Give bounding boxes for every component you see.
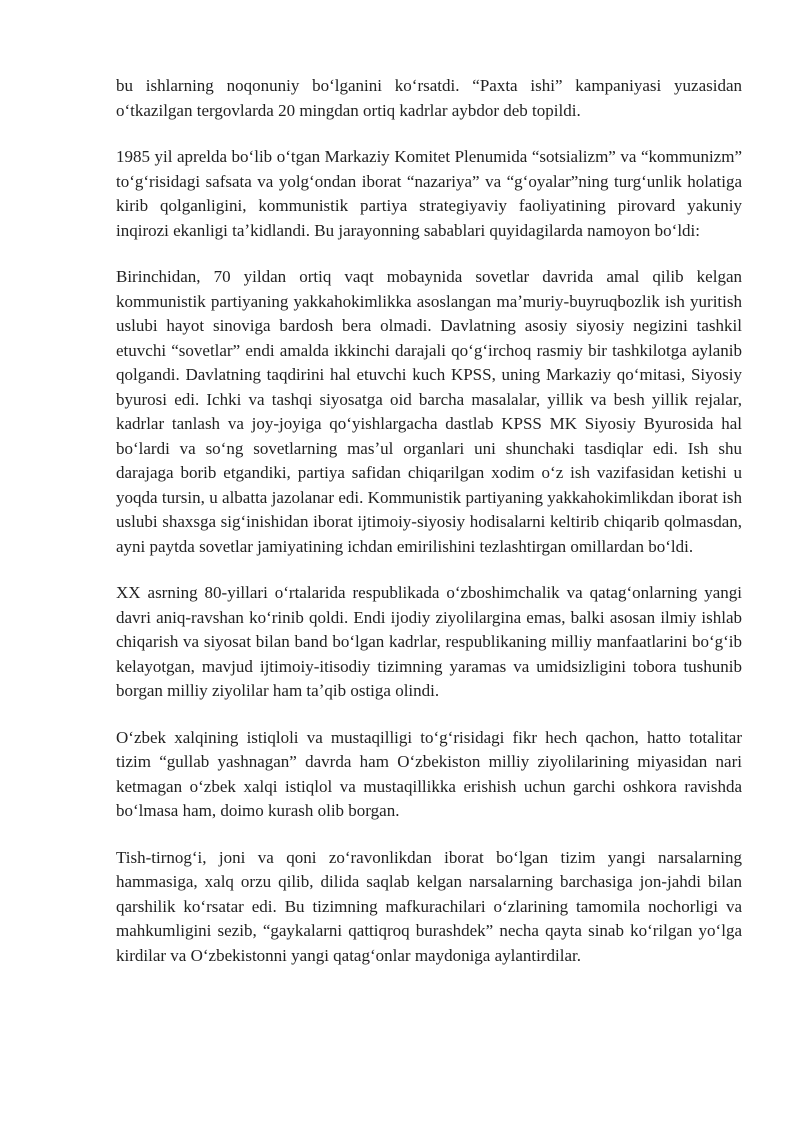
paragraph-3: Birinchidan, 70 yildan ortiq vaqt mobaynida sovetlar davrida amal qilib kelgan kommunistik partiyaning yakkahokimlikka asoslangan maʼmuriy-buyruqbozlik ish yuritish uslubi hayot sinoviga bardosh bera olmadi. Davlatning asosiy siyosiy negizini tashkil etuvchi “sovetlar” endi amalda ikkinchi darajali qoʻgʻirchoq rasmiy bir tashkilotga aylanib qolgandi. Davlatning taqdirini hal etuvchi kuch KPSS, uning Markaziy qoʻmitasi, Siyosiy byurosi edi. Ichki va tashqi siyosatga oid barcha masalalar, yillik va besh yillik rejalar, kadrlar tanlash va joy-joyiga qoʻyishlargacha dastlab KPSS MK Siyosiy Byurosida hal boʻlardi va soʻng sovetlarning masʼul organlari uni shunchaki tasdiqlar edi. Ish shu darajaga borib etgandiki, partiya safidan chiqarilgan xodim oʻz ish vazifasidan ketishi u yoqda tursin, u albatta jazolanar edi. Kommunistik partiyaning yakkahokimlikdan iborat ish uslubi shaxsga sigʻinishidan iborat ijtimoiy-siyosiy hodisalarni keltirib chiqarib qolmasdan, ayni paytda sovetlar jamiyatining ichdan emirilishini tezlashtirgan omillardan boʻldi. — [116, 267, 742, 556]
document-page — [116, 74, 742, 990]
paragraph-1: bu ishlarning noqonuniy boʻlganini koʻrsatdi. “Paxta ishi” kampaniyasi yuzasidan oʻtkazilgan tergovlarda 20 mingdan ortiq kadrlar aybdor deb topildi. — [116, 76, 742, 120]
paragraph-2: 1985 yil aprelda boʻlib oʻtgan Markaziy Komitet Plenumida “sotsializm” va “kommunizm” toʻgʻrisidagi safsata va yolgʻondan iborat “nazariya” va “gʻoyalar”ning turgʻunlik holatiga kirib qolganligini, kommunistik partiya strategiyaviy faoliyatining pirovard yakuniy inqirozi ekanligi taʼkidlandi. Bu jarayonning sabablari quyidagilarda namoyon boʻldi: — [116, 147, 742, 240]
paragraph-5: Oʻzbek xalqining istiqloli va mustaqilligi toʻgʻrisidagi fikr hech qachon, hatto totalitar tizim “gullab yashnagan” davrda ham Oʻzbekiston milliy ziyolilarining miyasidan nari ketmagan oʻzbek xalqi istiqlol va mustaqillikka erishish uchun garchi oshkora ravishda boʻlmasa ham, doimo kurash olib borgan. — [116, 727, 742, 820]
paragraph-4: XX asrning 80-yillari oʻrtalarida respublikada oʻzboshimchalik va qatagʻonlarning yangi davri aniq-ravshan koʻrinib qoldi. Endi ijodiy ziyolilargina emas, balki asosan ilmiy ishlab chiqarish va siyosat bilan band boʻlgan kadrlar, respublikaning milliy manfaatlarini boʻgʻib kelayotgan, mavjud ijtimoiy-itisodiy tizimning yaramas va umidsizligini tobora tushunib borgan milliy ziyolilar ham taʼqib ostiga olindi. — [116, 583, 742, 700]
paragraph-6: Tish-tirnogʻi, joni va qoni zoʻravonlikdan iborat boʻlgan tizim yangi narsalarning hammasiga, xalq orzu qilib, dilida saqlab kelgan narsalarning barchasiga jon-jahdi bilan qarshilik koʻrsatar edi. Bu tizimning mafkurachilari oʻzlarining tamomila nochorligi va mahkumligini sezib, “gaykalarni qattiqroq burashdek” necha qayta sinab koʻrilgan yoʻlga kirdilar va Oʻzbekistonni yangi qatagʻonlar maydoniga aylantirdilar. — [116, 847, 742, 965]
